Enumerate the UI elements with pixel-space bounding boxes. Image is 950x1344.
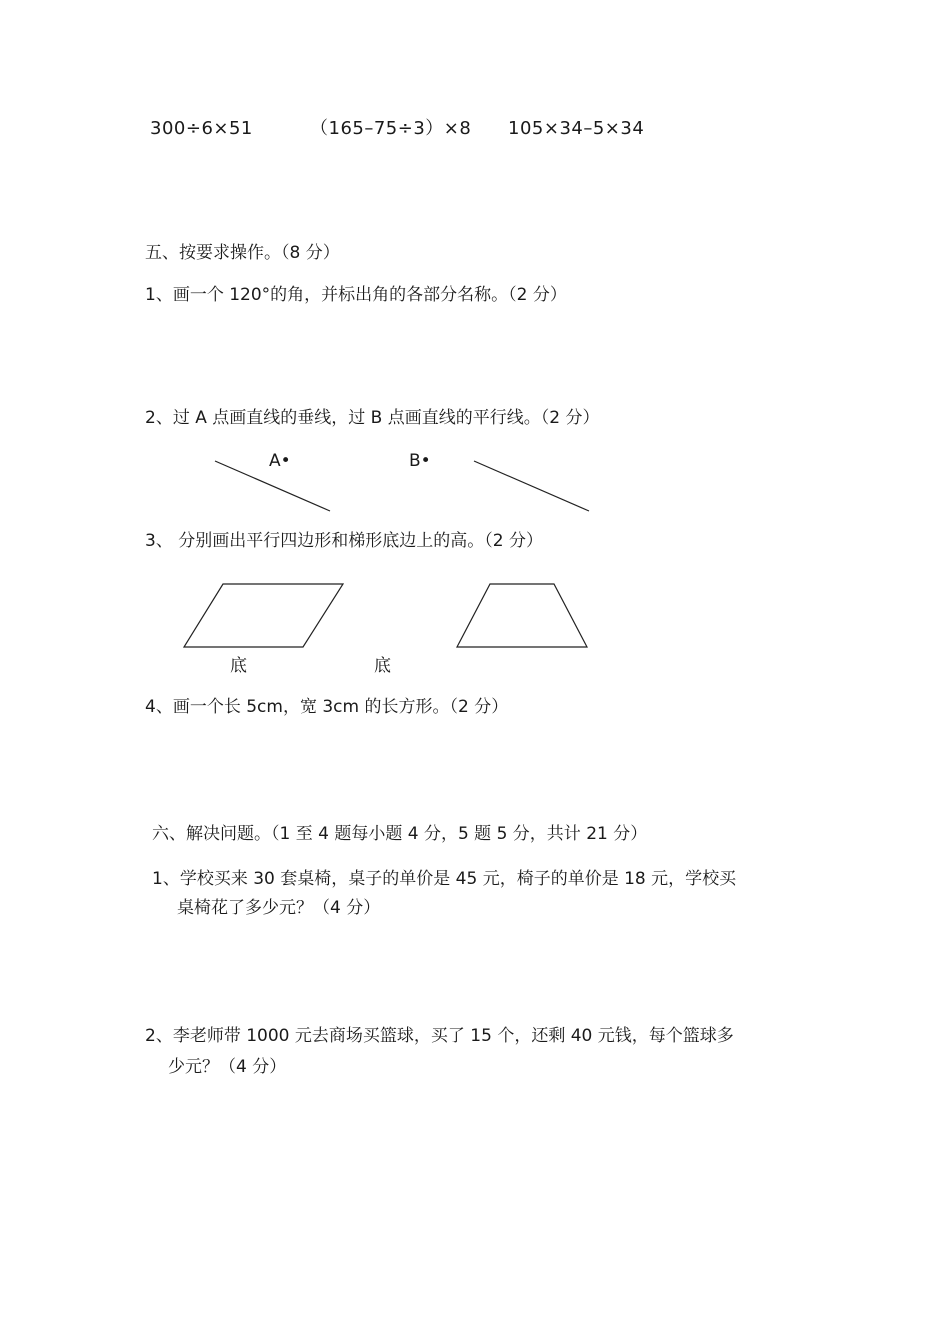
calc-expression-1: 300÷6×51 bbox=[150, 118, 253, 139]
section5-title: 五、按要求操作。（8 分） bbox=[145, 243, 340, 263]
parallelogram-base-label: 底 bbox=[230, 656, 247, 676]
calc-expression-3: 105×34–5×34 bbox=[508, 118, 645, 139]
section5-question-4: 4、画一个长 5cm，宽 3cm 的长方形。（2 分） bbox=[145, 697, 509, 717]
parallelogram-shape bbox=[184, 584, 343, 647]
section6-question-1-line-1: 1、学校买来 30 套桌椅，桌子的单价是 45 元，椅子的单价是 18 元，学校买 bbox=[152, 869, 737, 889]
trapezoid-shape bbox=[457, 584, 587, 647]
trapezoid-base-label: 底 bbox=[374, 656, 391, 676]
section5-question-1: 1、画一个 120°的角，并标出角的各部分名称。（2 分） bbox=[145, 285, 567, 305]
point-b-label: B• bbox=[409, 451, 431, 471]
section5-question-3: 3、 分别画出平行四边形和梯形底边上的高。（2 分） bbox=[145, 531, 543, 551]
calc-expression-2: （165–75÷3）×8 bbox=[310, 118, 472, 139]
section6-question-2-line-1: 2、李老师带 1000 元去商场买篮球，买了 15 个，还剩 40 元钱，每个篮球多 bbox=[145, 1026, 734, 1046]
section6-question-2-line-2: 少元？（4 分） bbox=[168, 1057, 287, 1077]
point-a-label: A• bbox=[269, 451, 291, 471]
section6-question-1-line-2: 桌椅花了多少元？（4 分） bbox=[177, 898, 381, 918]
line-near-point-a bbox=[215, 461, 330, 511]
section5-question-2: 2、过 A 点画直线的垂线，过 B 点画直线的平行线。（2 分） bbox=[145, 408, 600, 428]
section6-title: 六、解决问题。（1 至 4 题每小题 4 分，5 题 5 分，共计 21 分） bbox=[152, 824, 648, 844]
line-near-point-b bbox=[474, 461, 589, 511]
